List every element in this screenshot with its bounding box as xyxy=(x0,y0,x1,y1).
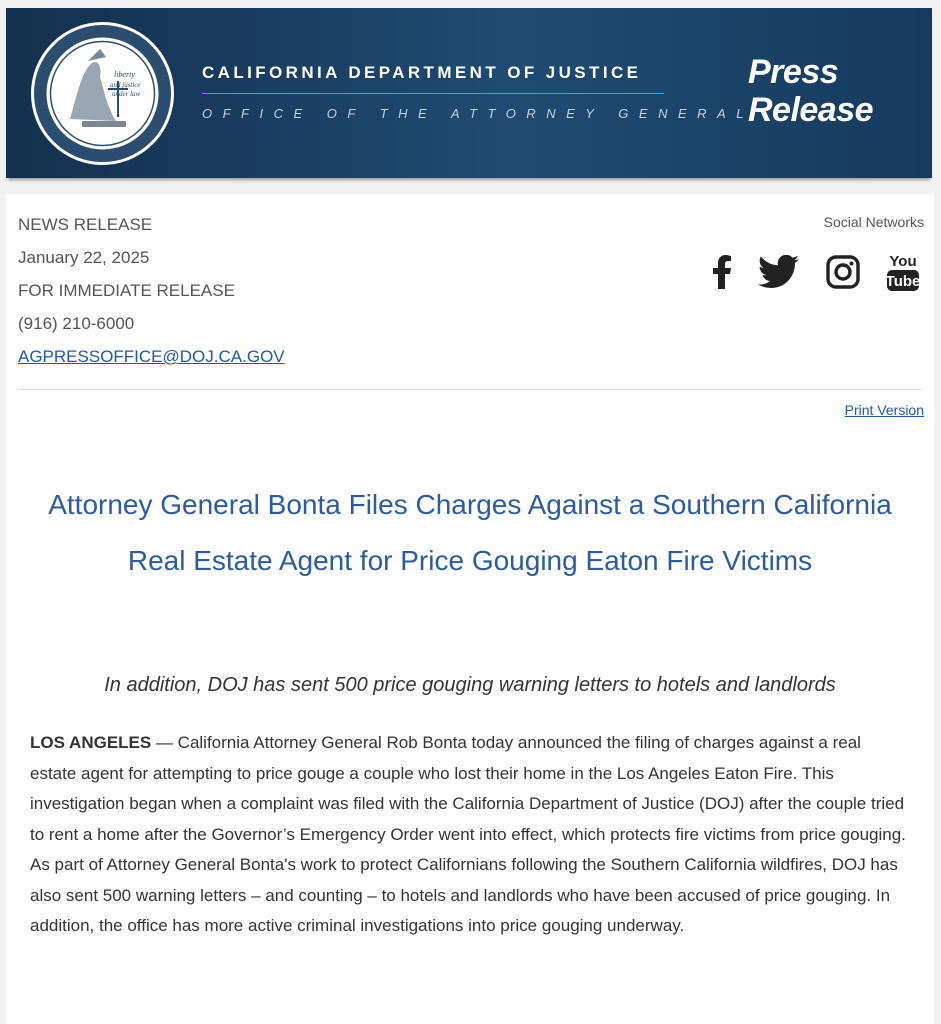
release-meta xyxy=(18,208,285,373)
article-subtitle: In addition, DOJ has sent 500 price gouging warning letters to hotels and landlords xyxy=(104,674,836,696)
facebook-icon[interactable] xyxy=(712,255,732,294)
release-date: January 22, 2025 xyxy=(18,248,150,267)
press-email-link[interactable]: AGPRESSOFFICE@DOJ.CA.GOV xyxy=(18,347,285,366)
news-release-label: NEWS RELEASE xyxy=(18,215,153,234)
social-icons xyxy=(712,252,920,297)
banner-divider xyxy=(202,93,664,94)
article-title: Attorney General Bonta Files Charges Against a Southern California Real Estate Agent for Price Gouging Eaton Fire Victims xyxy=(48,489,892,576)
article-body-text: — California Attorney General Rob Bonta today announced the filing of charges against a real estate agent for attempting to price gouge a couple who lost their home in the Los Angeles Eaton Fire. This investigation began when a complaint was filed with the California Department of Justice (DOJ) after the couple tried to rent a home after the Governor’s Emergency Order went into effect, which protects fire victims from price gouging. As part of Attorney General Bonta's work to protect Californians following the Southern California wildfires, DOJ has also sent 500 warning letters – and counting – to hotels and landlords who have been accused of price gouging. In addition, the office has more active criminal investigations into price gouging underway. xyxy=(30,733,906,935)
youtube-icon[interactable] xyxy=(886,252,920,297)
immediate-release-label: FOR IMMEDIATE RELEASE xyxy=(18,281,235,300)
instagram-icon[interactable] xyxy=(826,255,860,294)
svg-text:You: You xyxy=(889,253,917,270)
california-doj-seal-icon xyxy=(30,21,175,166)
article-body xyxy=(30,728,908,942)
print-version-link[interactable]: Print Version xyxy=(844,402,924,418)
department-name: CALIFORNIA DEPARTMENT OF JUSTICE xyxy=(202,63,642,82)
svg-text:under law: under law xyxy=(112,90,141,98)
seal-text: liberty xyxy=(114,70,135,79)
social-networks-label: Social Networks xyxy=(823,214,924,230)
press-phone: (916) 210-6000 xyxy=(18,314,135,333)
office-name: OFFICE OF THE ATTORNEY GENERAL xyxy=(202,106,754,121)
section-divider xyxy=(18,389,922,390)
svg-text:and justice: and justice xyxy=(110,81,141,89)
press-release-label: Press Release xyxy=(748,53,874,129)
twitter-icon[interactable] xyxy=(758,255,800,294)
dateline: LOS ANGELES xyxy=(30,733,152,752)
svg-text:Tube: Tube xyxy=(886,273,920,290)
release-card xyxy=(6,194,934,1024)
header-banner xyxy=(6,8,932,178)
